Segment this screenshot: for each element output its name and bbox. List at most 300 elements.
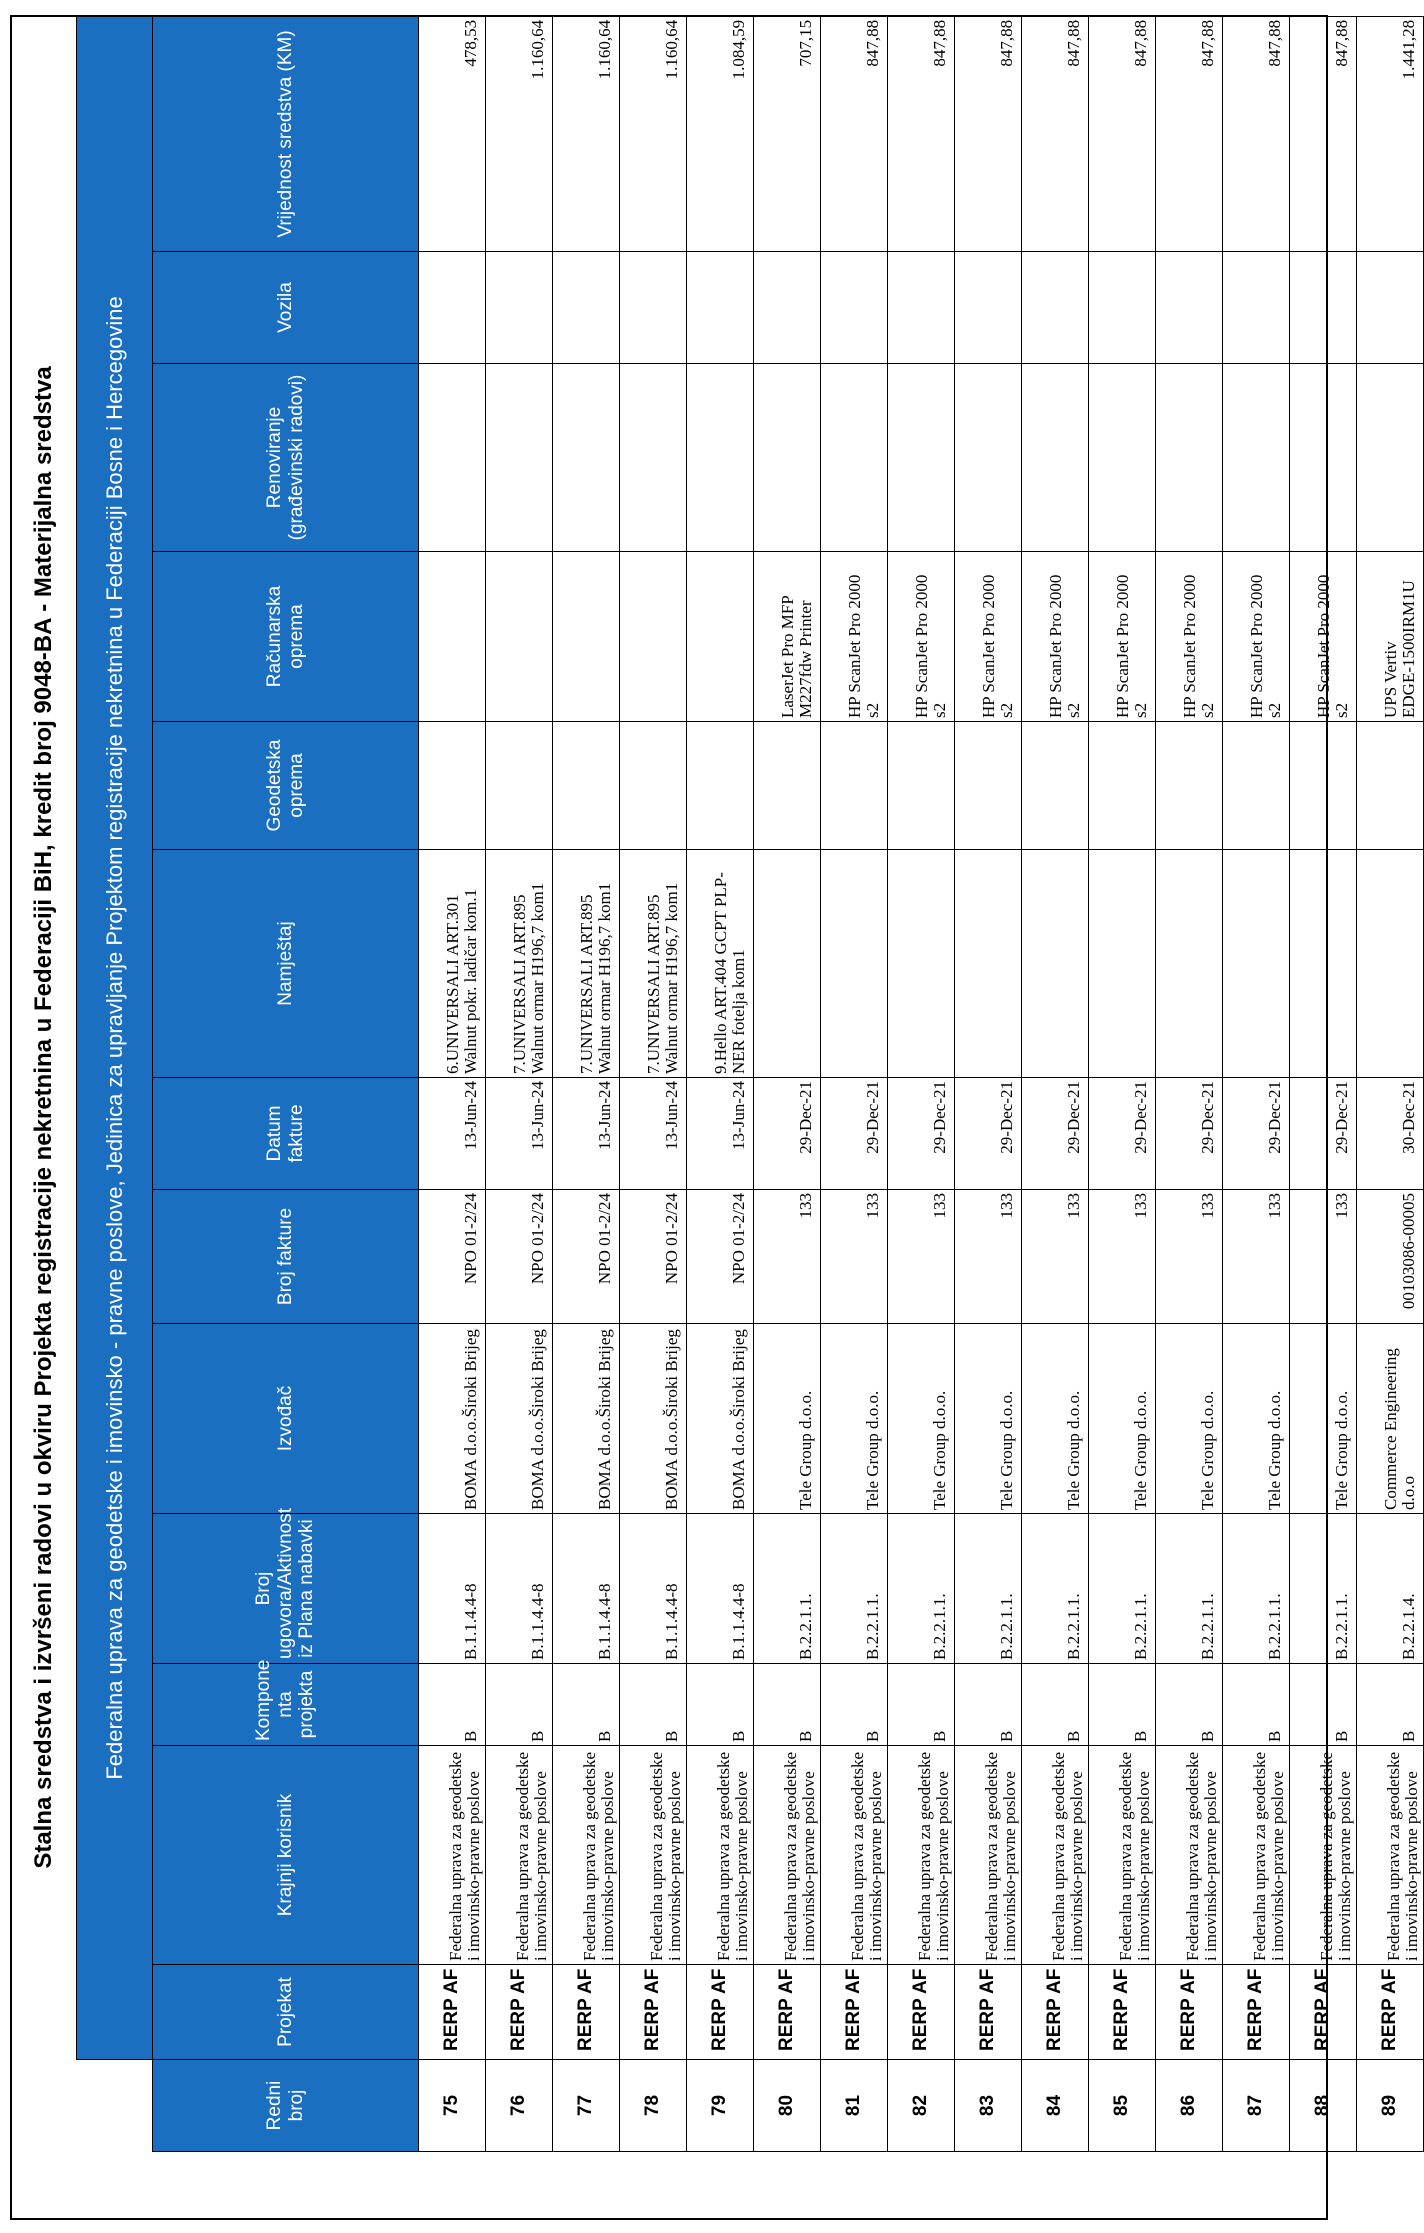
contract-cell-text: B.2.2.1.4. xyxy=(1399,1593,1419,1660)
contract-cell-text: B.1.1.4.4-8 xyxy=(461,1583,481,1660)
component-cell-text: B xyxy=(997,1730,1017,1742)
geodetic-equipment-cell xyxy=(1290,722,1357,850)
geodetic-equipment-cell xyxy=(1022,722,1089,850)
component-cell-text: B xyxy=(595,1730,615,1742)
contractor-cell-text: Tele Group d.o.o. xyxy=(997,1390,1017,1510)
contractor-cell-text: Tele Group d.o.o. xyxy=(1265,1390,1285,1510)
project-cell-text: RERP AF xyxy=(1043,1968,1065,2051)
invoice-date-cell xyxy=(754,1078,821,1190)
furniture-cell-text: 7.UNIVERSALI ART.895 Walnut ormar H196,7 kom1 xyxy=(576,882,615,1074)
component-cell xyxy=(1223,1664,1290,1746)
project-cell xyxy=(955,1965,1022,2060)
col-redni-broj-header: Redni broj xyxy=(153,2060,419,2152)
invoice-number-cell xyxy=(687,1190,754,1324)
header-spacer xyxy=(77,2060,153,2152)
contract-cell xyxy=(1022,1514,1089,1664)
renovation-cell xyxy=(754,364,821,552)
invoice-number-cell xyxy=(553,1190,620,1324)
invoice-date-cell-text: 13-Jun-24 xyxy=(528,1081,548,1150)
end-user-cell-text: Federalna uprava za geodetske i imovinsko-pravne poslove xyxy=(1049,1751,1087,1961)
row-number-text: 88 xyxy=(1311,2094,1333,2117)
renovation-cell xyxy=(1357,364,1424,552)
row-number xyxy=(553,2060,620,2152)
end-user-cell xyxy=(955,1746,1022,1965)
component-cell xyxy=(955,1664,1022,1746)
furniture-cell xyxy=(888,850,955,1078)
computer-equipment-cell-text: UPS Vertiv EDGE-1500IRM1U xyxy=(1380,580,1419,718)
contract-cell xyxy=(687,1514,754,1664)
contractor-cell xyxy=(888,1324,955,1514)
furniture-cell xyxy=(955,850,1022,1078)
asset-value-cell-text: 707,15 xyxy=(796,19,816,67)
invoice-number-cell xyxy=(1156,1190,1223,1324)
row-number-text: 85 xyxy=(1110,2094,1132,2117)
vehicles-cell xyxy=(620,252,687,364)
invoice-date-cell xyxy=(821,1078,888,1190)
assets-table xyxy=(76,16,1424,2152)
project-cell xyxy=(754,1965,821,2060)
contractor-cell-text: Tele Group d.o.o. xyxy=(1131,1390,1151,1510)
project-cell-text: RERP AF xyxy=(842,1968,864,2051)
asset-value-cell xyxy=(419,16,486,251)
project-cell xyxy=(821,1965,888,2060)
contract-cell xyxy=(1089,1514,1156,1664)
invoice-date-cell-text: 29-Dec-21 xyxy=(997,1081,1017,1154)
col-komponenta-header: Kompone nta projekta xyxy=(153,1664,419,1746)
furniture-cell-text: 9.Hello ART.404 GCPT PLP- NER fotelja kom1 xyxy=(710,872,749,1074)
contractor-cell xyxy=(754,1324,821,1514)
end-user-cell-text: Federalna uprava za geodetske i imovinsko-pravne poslove xyxy=(848,1751,886,1961)
contractor-cell xyxy=(1156,1324,1223,1514)
invoice-date-cell xyxy=(1156,1078,1223,1190)
contract-cell xyxy=(888,1514,955,1664)
end-user-cell-text: Federalna uprava za geodetske i imovinsko-pravne poslove xyxy=(580,1751,618,1961)
contract-cell xyxy=(620,1514,687,1664)
geodetic-equipment-cell xyxy=(1156,722,1223,850)
end-user-cell xyxy=(1156,1746,1223,1965)
row-number-text: 82 xyxy=(909,2094,931,2117)
component-cell-text: B xyxy=(796,1730,816,1742)
contractor-cell xyxy=(1089,1324,1156,1514)
table-row xyxy=(1022,16,1089,2151)
renovation-cell xyxy=(1290,364,1357,552)
component-cell-text: B xyxy=(1198,1730,1218,1742)
asset-value-cell-text: 1.160,64 xyxy=(528,19,548,80)
component-cell-text: B xyxy=(1265,1730,1285,1742)
asset-value-cell-text: 847,88 xyxy=(997,19,1017,67)
renovation-cell xyxy=(1089,364,1156,552)
table-row xyxy=(1156,16,1223,2151)
end-user-cell xyxy=(754,1746,821,1965)
computer-equipment-cell-text: HP ScanJet Pro 2000 s2 xyxy=(1179,574,1218,718)
invoice-number-cell-text: 133 xyxy=(997,1193,1017,1219)
end-user-cell xyxy=(888,1746,955,1965)
component-cell xyxy=(1089,1664,1156,1746)
contract-cell xyxy=(821,1514,888,1664)
asset-value-cell-text: 1.084,59 xyxy=(729,19,749,80)
component-cell-text: B xyxy=(1399,1730,1419,1742)
end-user-cell-text: Federalna uprava za geodetske i imovinsko-pravne poslove xyxy=(1250,1751,1288,1961)
component-cell-text: B xyxy=(1064,1730,1084,1742)
project-cell-text: RERP AF xyxy=(574,1968,596,2051)
contractor-cell-text: Tele Group d.o.o. xyxy=(1198,1390,1218,1510)
asset-value-cell-text: 1.441,28 xyxy=(1399,19,1419,80)
asset-value-cell-text: 847,88 xyxy=(1198,19,1218,67)
project-cell xyxy=(419,1965,486,2060)
project-cell xyxy=(687,1965,754,2060)
invoice-number-cell-text: NPO 01-2/24 xyxy=(595,1193,615,1285)
asset-value-cell-text: 847,88 xyxy=(930,19,950,67)
row-number xyxy=(821,2060,888,2152)
project-cell xyxy=(1290,1965,1357,2060)
asset-value-cell xyxy=(1357,16,1424,251)
row-number xyxy=(1290,2060,1357,2152)
project-cell-text: RERP AF xyxy=(708,1968,730,2051)
contractor-cell xyxy=(553,1324,620,1514)
asset-value-cell xyxy=(754,16,821,251)
contractor-cell-text: BOMA d.o.o.Široki Brijeg xyxy=(662,1329,682,1510)
invoice-date-cell xyxy=(1089,1078,1156,1190)
asset-value-cell xyxy=(1156,16,1223,251)
vehicles-cell xyxy=(1089,252,1156,364)
asset-value-cell xyxy=(1089,16,1156,251)
col-vozila-header: Vozila xyxy=(153,252,419,364)
asset-value-cell-text: 847,88 xyxy=(863,19,883,67)
component-cell xyxy=(888,1664,955,1746)
contractor-cell xyxy=(1357,1324,1424,1514)
computer-equipment-cell xyxy=(486,552,553,722)
furniture-cell xyxy=(553,850,620,1078)
asset-value-cell xyxy=(821,16,888,251)
invoice-date-cell-text: 29-Dec-21 xyxy=(1131,1081,1151,1154)
contractor-cell xyxy=(1022,1324,1089,1514)
contract-cell xyxy=(1290,1514,1357,1664)
contractor-cell xyxy=(486,1324,553,1514)
contract-cell-text: B.2.2.1.1. xyxy=(1198,1593,1218,1660)
table-body xyxy=(419,16,1424,2151)
component-cell-text: B xyxy=(863,1730,883,1742)
vehicles-cell xyxy=(888,252,955,364)
furniture-cell xyxy=(1223,850,1290,1078)
renovation-cell xyxy=(553,364,620,552)
contract-cell-text: B.1.1.4.4-8 xyxy=(595,1583,615,1660)
component-cell xyxy=(1357,1664,1424,1746)
row-number xyxy=(687,2060,754,2152)
invoice-date-cell-text: 29-Dec-21 xyxy=(1064,1081,1084,1154)
project-cell-text: RERP AF xyxy=(775,1968,797,2051)
contractor-cell xyxy=(419,1324,486,1514)
furniture-cell xyxy=(419,850,486,1078)
invoice-date-cell xyxy=(888,1078,955,1190)
end-user-cell-text: Federalna uprava za geodetske i imovinsko-pravne poslove xyxy=(513,1751,551,1961)
invoice-number-cell-text: NPO 01-2/24 xyxy=(662,1193,682,1285)
project-cell-text: RERP AF xyxy=(1177,1968,1199,2051)
project-cell-text: RERP AF xyxy=(440,1968,462,2051)
document-frame xyxy=(10,15,1422,2220)
invoice-date-cell-text: 29-Dec-21 xyxy=(863,1081,883,1154)
asset-value-cell xyxy=(955,16,1022,251)
contract-cell xyxy=(955,1514,1022,1664)
furniture-cell xyxy=(486,850,553,1078)
component-cell xyxy=(687,1664,754,1746)
contract-cell-text: B.1.1.4.4-8 xyxy=(662,1583,682,1660)
invoice-number-cell xyxy=(1290,1190,1357,1324)
row-number-text: 77 xyxy=(574,2094,596,2117)
contractor-cell-text: Tele Group d.o.o. xyxy=(863,1390,883,1510)
renovation-cell xyxy=(486,364,553,552)
project-cell-text: RERP AF xyxy=(976,1968,998,2051)
row-number-text: 79 xyxy=(708,2094,730,2117)
invoice-number-cell-text: NPO 01-2/24 xyxy=(729,1193,749,1285)
computer-equipment-cell xyxy=(553,552,620,722)
computer-equipment-cell xyxy=(821,552,888,722)
geodetic-equipment-cell xyxy=(1089,722,1156,850)
contract-cell-text: B.2.2.1.1. xyxy=(997,1593,1017,1660)
contract-cell-text: B.2.2.1.1. xyxy=(1265,1593,1285,1660)
computer-equipment-cell-text: HP ScanJet Pro 2000 s2 xyxy=(1112,574,1151,718)
renovation-cell xyxy=(955,364,1022,552)
computer-equipment-cell-text: HP ScanJet Pro 2000 s2 xyxy=(1313,574,1352,718)
project-cell xyxy=(486,1965,553,2060)
assets-table-container xyxy=(76,17,1422,2152)
project-cell xyxy=(620,1965,687,2060)
contract-cell xyxy=(419,1514,486,1664)
col-broj-fakture-header: Broj fakture xyxy=(153,1190,419,1324)
geodetic-equipment-cell xyxy=(1357,722,1424,850)
invoice-date-cell xyxy=(1223,1078,1290,1190)
row-number-text: 84 xyxy=(1043,2094,1065,2117)
col-izvodac-header: Izvođač xyxy=(153,1324,419,1514)
invoice-date-cell-text: 13-Jun-24 xyxy=(662,1081,682,1150)
end-user-cell-text: Federalna uprava za geodetske i imovinsko-pravne poslove xyxy=(446,1751,484,1961)
contractor-cell-text: BOMA d.o.o.Široki Brijeg xyxy=(595,1329,615,1510)
row-number-text: 89 xyxy=(1378,2094,1400,2117)
end-user-cell-text: Federalna uprava za geodetske i imovinsko-pravne poslove xyxy=(915,1751,953,1961)
component-cell-text: B xyxy=(1332,1730,1352,1742)
invoice-date-cell xyxy=(687,1078,754,1190)
invoice-number-cell xyxy=(888,1190,955,1324)
component-cell-text: B xyxy=(662,1730,682,1742)
col-projekat-header: Projekat xyxy=(153,1965,419,2060)
vehicles-cell xyxy=(1022,252,1089,364)
project-cell-text: RERP AF xyxy=(1110,1968,1132,2051)
contractor-cell-text: Tele Group d.o.o. xyxy=(1064,1390,1084,1510)
contract-cell xyxy=(486,1514,553,1664)
geodetic-equipment-cell xyxy=(888,722,955,850)
vehicles-cell xyxy=(1156,252,1223,364)
row-number xyxy=(955,2060,1022,2152)
end-user-cell-text: Federalna uprava za geodetske i imovinsko-pravne poslove xyxy=(781,1751,819,1961)
geodetic-equipment-cell xyxy=(687,722,754,850)
row-number xyxy=(620,2060,687,2152)
invoice-date-cell-text: 29-Dec-21 xyxy=(1198,1081,1218,1154)
invoice-date-cell xyxy=(955,1078,1022,1190)
col-geodetska-oprema-header: Geodetska oprema xyxy=(153,722,419,850)
end-user-cell xyxy=(1022,1746,1089,1965)
contractor-cell-text: Commerce Engineering d.o.o xyxy=(1380,1348,1419,1510)
project-cell-text: RERP AF xyxy=(1244,1968,1266,2051)
vehicles-cell xyxy=(419,252,486,364)
invoice-number-cell xyxy=(1357,1190,1424,1324)
component-cell xyxy=(553,1664,620,1746)
col-renoviranje-header: Renoviranje (građevinski radovi) xyxy=(153,364,419,552)
contractor-cell xyxy=(1223,1324,1290,1514)
asset-value-cell-text: 847,88 xyxy=(1332,19,1352,67)
invoice-number-cell xyxy=(821,1190,888,1324)
asset-value-cell xyxy=(1022,16,1089,251)
contract-cell xyxy=(1156,1514,1223,1664)
end-user-cell xyxy=(1223,1746,1290,1965)
vehicles-cell xyxy=(1357,252,1424,364)
furniture-cell xyxy=(1022,850,1089,1078)
contract-cell-text: B.2.2.1.1. xyxy=(863,1593,883,1660)
table-row xyxy=(888,16,955,2151)
invoice-date-cell-text: 29-Dec-21 xyxy=(930,1081,950,1154)
contract-cell xyxy=(1223,1514,1290,1664)
contractor-cell xyxy=(1290,1324,1357,1514)
contractor-cell-text: Tele Group d.o.o. xyxy=(930,1390,950,1510)
computer-equipment-cell xyxy=(955,552,1022,722)
row-number xyxy=(419,2060,486,2152)
component-cell-text: B xyxy=(729,1730,749,1742)
col-datum-fakture-header: Datum fakture xyxy=(153,1078,419,1190)
project-cell-text: RERP AF xyxy=(909,1968,931,2051)
row-number xyxy=(1022,2060,1089,2152)
end-user-cell-text: Federalna uprava za geodetske i imovinsko-pravne poslove xyxy=(1183,1751,1221,1961)
row-number-text: 87 xyxy=(1244,2094,1266,2117)
component-cell xyxy=(620,1664,687,1746)
contract-cell xyxy=(1357,1514,1424,1664)
contractor-cell-text: Tele Group d.o.o. xyxy=(796,1390,816,1510)
asset-value-cell-text: 1.160,64 xyxy=(662,19,682,80)
row-number-text: 86 xyxy=(1177,2094,1199,2117)
project-cell-text: RERP AF xyxy=(1378,1968,1400,2051)
vehicles-cell xyxy=(553,252,620,364)
computer-equipment-cell xyxy=(754,552,821,722)
furniture-cell xyxy=(1357,850,1424,1078)
end-user-cell xyxy=(1089,1746,1156,1965)
row-number-text: 80 xyxy=(775,2094,797,2117)
contractor-cell-text: BOMA d.o.o.Široki Brijeg xyxy=(528,1329,548,1510)
table-row xyxy=(620,16,687,2151)
asset-value-cell xyxy=(486,16,553,251)
contract-cell-text: B.1.1.4.4-8 xyxy=(729,1583,749,1660)
vehicles-cell xyxy=(486,252,553,364)
invoice-number-cell-text: 133 xyxy=(930,1193,950,1219)
invoice-number-cell-text: 133 xyxy=(796,1193,816,1219)
furniture-cell xyxy=(821,850,888,1078)
renovation-cell xyxy=(821,364,888,552)
contract-cell-text: B.2.2.1.1. xyxy=(1332,1593,1352,1660)
component-cell xyxy=(419,1664,486,1746)
vehicles-cell xyxy=(687,252,754,364)
contractor-cell xyxy=(687,1324,754,1514)
furniture-cell-text: 7.UNIVERSALI ART.895 Walnut ormar H196,7 kom1 xyxy=(643,882,682,1074)
computer-equipment-cell-text: HP ScanJet Pro 2000 s2 xyxy=(844,574,883,718)
invoice-date-cell xyxy=(419,1078,486,1190)
contractor-cell xyxy=(620,1324,687,1514)
renovation-cell xyxy=(888,364,955,552)
end-user-cell-text: Federalna uprava za geodetske i imovinsko-pravne poslove xyxy=(714,1751,752,1961)
table-row xyxy=(1223,16,1290,2151)
invoice-date-cell xyxy=(620,1078,687,1190)
computer-equipment-cell xyxy=(1156,552,1223,722)
table-row xyxy=(1357,16,1424,2151)
geodetic-equipment-cell xyxy=(821,722,888,850)
invoice-number-cell-text: 00103086-00005 xyxy=(1399,1193,1419,1310)
computer-equipment-cell xyxy=(888,552,955,722)
geodetic-equipment-cell xyxy=(955,722,1022,850)
invoice-date-cell xyxy=(553,1078,620,1190)
component-cell xyxy=(1156,1664,1223,1746)
asset-value-cell-text: 478,53 xyxy=(461,19,481,67)
invoice-number-cell-text: 133 xyxy=(1265,1193,1285,1219)
invoice-date-cell xyxy=(486,1078,553,1190)
computer-equipment-cell-text: HP ScanJet Pro 2000 s2 xyxy=(1045,574,1084,718)
row-number-text: 81 xyxy=(842,2094,864,2117)
vehicles-cell xyxy=(754,252,821,364)
furniture-cell xyxy=(620,850,687,1078)
row-number xyxy=(1223,2060,1290,2152)
contract-cell-text: B.2.2.1.1. xyxy=(930,1593,950,1660)
project-cell-text: RERP AF xyxy=(1311,1968,1333,2051)
invoice-date-cell-text: 29-Dec-21 xyxy=(796,1081,816,1154)
asset-value-cell xyxy=(888,16,955,251)
component-cell-text: B xyxy=(930,1730,950,1742)
project-cell xyxy=(1089,1965,1156,2060)
project-cell xyxy=(553,1965,620,2060)
table-row xyxy=(687,16,754,2151)
geodetic-equipment-cell xyxy=(1223,722,1290,850)
computer-equipment-cell xyxy=(1089,552,1156,722)
row-number xyxy=(754,2060,821,2152)
end-user-cell xyxy=(419,1746,486,1965)
contract-cell-text: B.2.2.1.1. xyxy=(1131,1593,1151,1660)
asset-value-cell xyxy=(1223,16,1290,251)
end-user-cell-text: Federalna uprava za geodetske i imovinsko-pravne poslove xyxy=(1317,1751,1355,1961)
project-cell xyxy=(1156,1965,1223,2060)
table-row xyxy=(419,16,486,2151)
component-cell xyxy=(754,1664,821,1746)
end-user-cell xyxy=(687,1746,754,1965)
renovation-cell xyxy=(419,364,486,552)
table-row xyxy=(821,16,888,2151)
invoice-date-cell xyxy=(1290,1078,1357,1190)
furniture-cell xyxy=(1156,850,1223,1078)
invoice-date-cell-text: 29-Dec-21 xyxy=(1265,1081,1285,1154)
invoice-number-cell-text: 133 xyxy=(1131,1193,1151,1219)
furniture-cell-text: 6.UNIVERSALI ART.301 Walnut pokr. ladičar kom.1 xyxy=(442,888,481,1074)
contractor-cell-text: BOMA d.o.o.Široki Brijeg xyxy=(729,1329,749,1510)
project-cell-text: RERP AF xyxy=(507,1968,529,2051)
computer-equipment-cell xyxy=(419,552,486,722)
computer-equipment-cell-text: HP ScanJet Pro 2000 s2 xyxy=(1246,574,1285,718)
contract-cell xyxy=(754,1514,821,1664)
table-row xyxy=(1089,16,1156,2151)
invoice-number-cell xyxy=(1022,1190,1089,1324)
invoice-date-cell-text: 13-Jun-24 xyxy=(595,1081,615,1150)
col-namjestaj-header: Namještaj xyxy=(153,850,419,1078)
end-user-cell xyxy=(620,1746,687,1965)
vehicles-cell xyxy=(1223,252,1290,364)
contractor-cell-text: BOMA d.o.o.Široki Brijeg xyxy=(461,1329,481,1510)
component-cell-text: B xyxy=(1131,1730,1151,1742)
end-user-cell-text: Federalna uprava za geodetske i imovinsko-pravne poslove xyxy=(982,1751,1020,1961)
project-cell-text: RERP AF xyxy=(641,1968,663,2051)
table-row xyxy=(553,16,620,2151)
invoice-number-cell-text: 133 xyxy=(1332,1193,1352,1219)
invoice-number-cell xyxy=(955,1190,1022,1324)
